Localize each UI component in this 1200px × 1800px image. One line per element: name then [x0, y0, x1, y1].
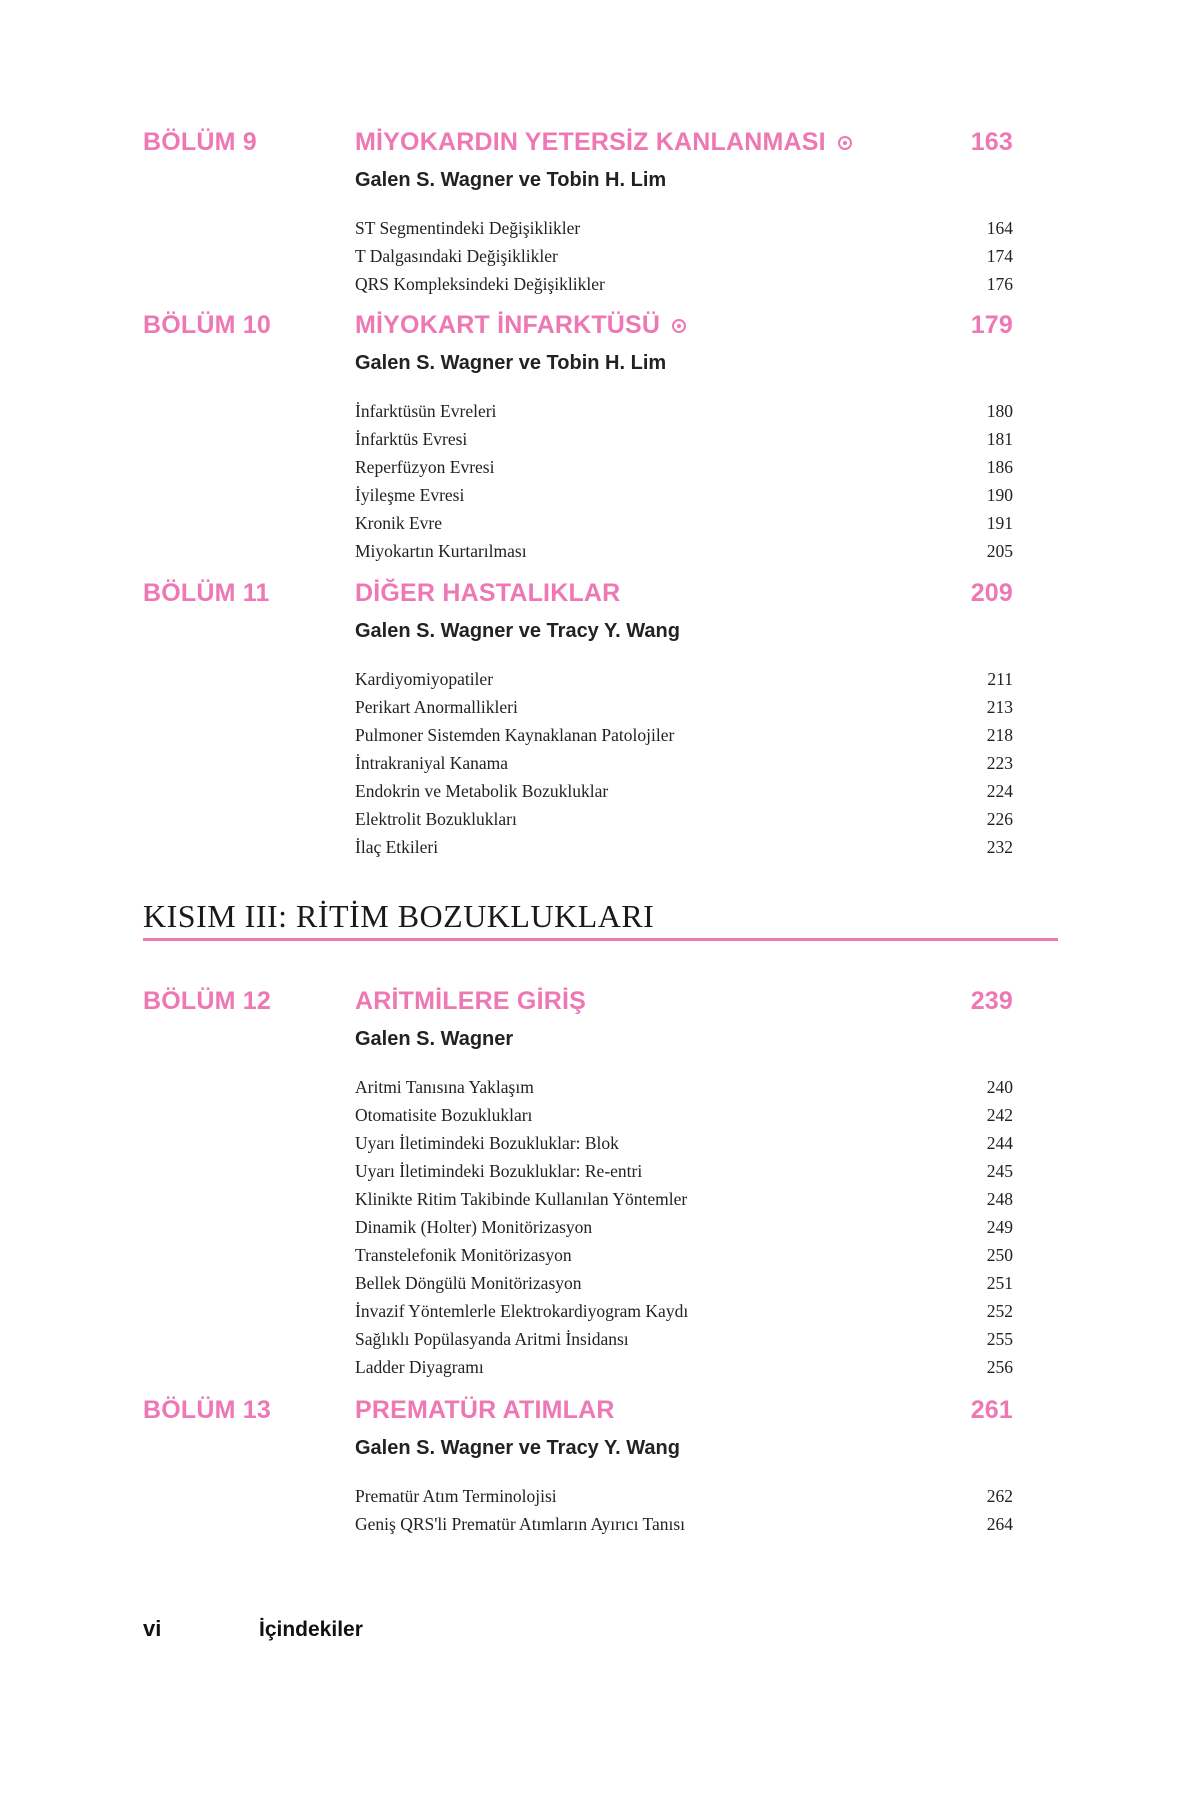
toc-entry[interactable]: [355, 246, 1013, 267]
toc-entry[interactable]: [355, 274, 1013, 295]
toc-entry-page: 262: [986, 1486, 1013, 1506]
toc-entry[interactable]: [355, 837, 1013, 858]
toc-entry-title: Uyarı İletimindeki Bozukluklar: Blok: [355, 1133, 619, 1153]
chapter-page: 239: [970, 987, 1013, 1015]
toc-entry-title: İlaç Etkileri: [355, 837, 439, 857]
toc-entry[interactable]: [355, 541, 1013, 562]
toc-entry-title: Prematür Atım Terminolojisi: [355, 1486, 557, 1506]
toc-entry-page: 213: [986, 697, 1013, 717]
toc-entry[interactable]: [355, 1161, 1013, 1182]
toc-entry-title: Aritmi Tanısına Yaklaşım: [355, 1077, 534, 1097]
toc-entry-title: Kronik Evre: [355, 513, 442, 533]
chapter-authors: Galen S. Wagner ve Tobin H. Lim: [355, 352, 667, 374]
chapter-label: BÖLÜM 11: [143, 579, 270, 607]
toc-entry-page: 232: [986, 837, 1013, 857]
toc-entry-page: 211: [987, 669, 1013, 689]
toc-entry-title: Uyarı İletimindeki Bozukluklar: Re-entri: [355, 1161, 643, 1181]
toc-entry[interactable]: [355, 809, 1013, 830]
footer-page-number: vi: [143, 1616, 162, 1641]
toc-entry[interactable]: [355, 1189, 1013, 1210]
chapter-title-link[interactable]: [355, 987, 586, 1016]
cd-icon: [838, 136, 852, 150]
toc-entry-page: 252: [986, 1301, 1013, 1321]
toc-entry-page: 244: [986, 1133, 1013, 1153]
toc-entry-title: Dinamik (Holter) Monitörizasyon: [355, 1217, 593, 1237]
toc-entry-page: 176: [986, 274, 1013, 294]
toc-entry-title: Pulmoner Sistemden Kaynaklanan Patolojiler: [355, 725, 675, 745]
chapter-title-link[interactable]: [355, 1396, 615, 1425]
chapter-title-link[interactable]: [355, 128, 852, 157]
toc-entry-page: 223: [986, 753, 1013, 773]
toc-entry[interactable]: [355, 1245, 1013, 1266]
toc-entry-page: 249: [986, 1217, 1013, 1237]
toc-entry-title: İnfarktüsün Evreleri: [355, 401, 497, 421]
toc-entry-title: Perikart Anormallikleri: [355, 697, 518, 717]
chapter-title-link[interactable]: [355, 311, 686, 340]
chapter-page: 179: [970, 311, 1013, 339]
toc-entry-title: Ladder Diyagramı: [355, 1357, 484, 1377]
toc-entry[interactable]: [355, 1217, 1013, 1238]
toc-entry[interactable]: [355, 669, 1013, 690]
part-divider: [143, 938, 1058, 941]
toc-entry-page: 264: [986, 1514, 1013, 1534]
toc-entry-title: İnfarktüs Evresi: [355, 429, 468, 449]
chapter-page: 261: [970, 1396, 1013, 1424]
chapter-page: 209: [970, 579, 1013, 607]
toc-entry[interactable]: [355, 697, 1013, 718]
chapter-label: BÖLÜM 13: [143, 1396, 272, 1424]
toc-entry-title: Endokrin ve Metabolik Bozukluklar: [355, 781, 609, 801]
toc-entry[interactable]: [355, 429, 1013, 450]
chapter-title: MİYOKART İNFARKTÜSÜ: [355, 311, 661, 339]
toc-entry-title: Elektrolit Bozuklukları: [355, 809, 517, 829]
toc-entry[interactable]: [355, 1357, 1013, 1378]
toc-entry[interactable]: [355, 513, 1013, 534]
chapter-title: MİYOKARDIN YETERSİZ KANLANMASI: [355, 128, 826, 156]
chapter-title-link[interactable]: [355, 579, 620, 608]
chapter-title: PREMATÜR ATIMLAR: [355, 1396, 615, 1424]
toc-entry[interactable]: [355, 401, 1013, 422]
toc-entry-title: Kardiyomiyopatiler: [355, 669, 494, 689]
toc-entry-page: 250: [986, 1245, 1013, 1265]
part-title: KISIM III: RİTİM BOZUKLUKLARI: [143, 898, 655, 934]
toc-entry[interactable]: [355, 725, 1013, 746]
toc-entry-title: İyileşme Evresi: [355, 485, 465, 505]
toc-entry-title: Reperfüzyon Evresi: [355, 457, 495, 477]
chapter-page: 163: [970, 128, 1013, 156]
toc-entry-page: 218: [986, 725, 1013, 745]
toc-entry-page: 164: [986, 218, 1013, 238]
toc-entry-page: 205: [986, 541, 1013, 561]
toc-entry-title: Transtelefonik Monitörizasyon: [355, 1245, 572, 1265]
chapter-authors: Galen S. Wagner ve Tobin H. Lim: [355, 169, 667, 191]
toc-entry-title: Otomatisite Bozuklukları: [355, 1105, 533, 1125]
toc-entry[interactable]: [355, 1514, 1013, 1535]
chapter-label: BÖLÜM 12: [143, 987, 272, 1015]
toc-entry[interactable]: [355, 781, 1013, 802]
chapter-authors: Galen S. Wagner: [355, 1028, 514, 1050]
toc-entry[interactable]: [355, 1486, 1013, 1507]
toc-entry[interactable]: [355, 218, 1013, 239]
toc-entry-page: 174: [986, 246, 1013, 266]
toc-entry-page: 186: [986, 457, 1013, 477]
toc-entry-page: 226: [986, 809, 1013, 829]
toc-entry-page: 224: [986, 781, 1013, 801]
toc-entry-title: Geniş QRS'li Prematür Atımların Ayırıcı Tanısı: [355, 1514, 686, 1534]
toc-entry-page: 181: [986, 429, 1013, 449]
toc-entry[interactable]: [355, 1133, 1013, 1154]
toc-entry-title: ST Segmentindeki Değişiklikler: [355, 218, 581, 238]
toc-entry-title: Klinikte Ritim Takibinde Kullanılan Yöntemler: [355, 1189, 688, 1209]
toc-entry-page: 245: [986, 1161, 1013, 1181]
toc-entry-title: Sağlıklı Popülasyanda Aritmi İnsidansı: [355, 1329, 629, 1349]
toc-entry-page: 248: [986, 1189, 1013, 1209]
cd-icon: [672, 319, 686, 333]
toc-entry-title: İntrakraniyal Kanama: [355, 753, 509, 773]
toc-entry-page: 255: [986, 1329, 1013, 1349]
toc-entry-page: 180: [986, 401, 1013, 421]
toc-entry[interactable]: [355, 753, 1013, 774]
toc-entry[interactable]: [355, 1273, 1013, 1294]
toc-entry-title: QRS Kompleksindeki Değişiklikler: [355, 274, 605, 294]
toc-entry[interactable]: [355, 485, 1013, 506]
toc-entry-title: İnvazif Yöntemlerle Elektrokardiyogram Kaydı: [355, 1301, 689, 1321]
toc-entry-title: T Dalgasındaki Değişiklikler: [355, 246, 558, 266]
toc-entry[interactable]: [355, 1077, 1013, 1098]
toc-entry-title: Miyokartın Kurtarılması: [355, 541, 527, 561]
toc-entry[interactable]: [355, 1329, 1013, 1350]
toc-entry-page: 242: [986, 1105, 1013, 1125]
chapter-authors: Galen S. Wagner ve Tracy Y. Wang: [355, 1437, 680, 1459]
toc-entry[interactable]: [355, 457, 1013, 478]
chapter-label: BÖLÜM 9: [143, 128, 257, 156]
toc-entry[interactable]: [355, 1105, 1013, 1126]
chapter-authors: Galen S. Wagner ve Tracy Y. Wang: [355, 620, 680, 642]
toc-entry-page: 251: [986, 1273, 1013, 1293]
chapter-title: DİĞER HASTALIKLAR: [355, 579, 621, 607]
chapter-label: BÖLÜM 10: [143, 311, 272, 339]
toc-entry-title: Bellek Döngülü Monitörizasyon: [355, 1273, 582, 1293]
footer-title: İçindekiler: [259, 1618, 363, 1641]
toc-entry-page: 191: [986, 513, 1013, 533]
toc-entry[interactable]: [355, 1301, 1013, 1322]
toc-entry-page: 240: [986, 1077, 1013, 1097]
toc-entry-page: 190: [986, 485, 1013, 505]
chapter-title: ARİTMİLERE GİRİŞ: [355, 987, 586, 1015]
toc-entry-page: 256: [986, 1357, 1013, 1377]
